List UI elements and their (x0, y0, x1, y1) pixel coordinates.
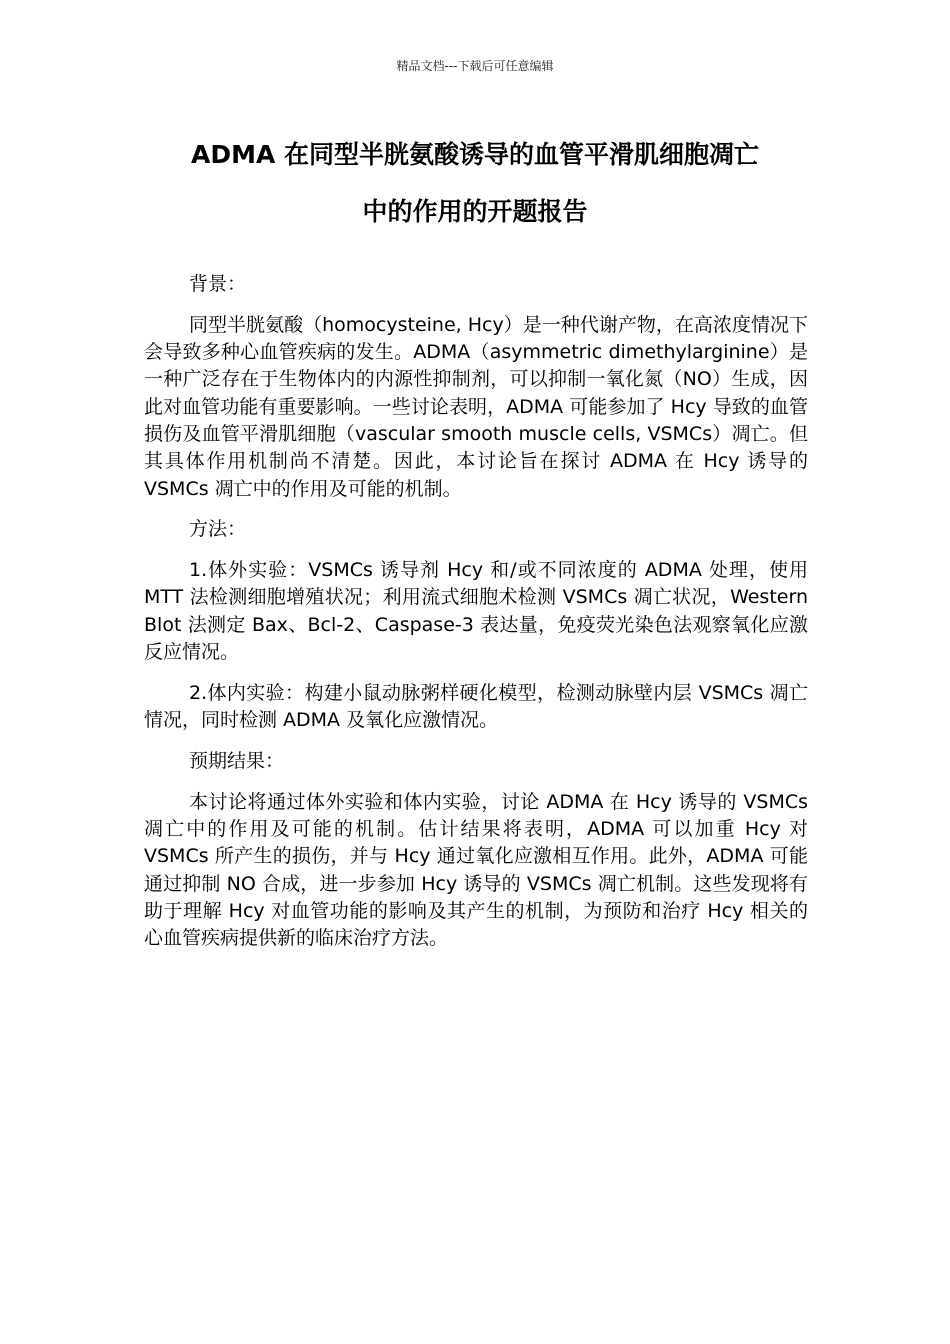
title-line-2: 中的作用的开题报告 (362, 197, 588, 226)
background-paragraph: 同型半胱氨酸（homocysteine, Hcy）是一种代谢产物，在高浓度情况下会导致多种心血管疾病的发生。ADMA（asymmetric dimethylarginine）是一种广泛存在于生物体内的内源性抑制剂，可以抑制一氧化氮（NO）生成，因此对血管功能有重要影响。一些讨论表明，ADMA 可能参加了 Hcy 导致的血管损伤及血管平滑肌细胞（vascular smooth muscle cells, VSMCs）凋亡。但其具体作用机制尚不清楚。因此，本讨论旨在探讨 ADMA 在 Hcy 诱导的 VSMCs 凋亡中的作用及可能的机制。 (144, 313, 808, 500)
background-heading: 背景： (189, 273, 247, 295)
method-1-paragraph: 1.体外实验：VSMCs 诱导剂 Hcy 和/或不同浓度的 ADMA 处理，使用 MTT 法检测细胞增殖状况；利用流式细胞术检测 VSMCs 凋亡状况，Western Blot 法测定 Bax、Bcl-2、Caspase-3 表达量，免疫荧光染色法观察氧化应激反应情况。 (144, 559, 808, 664)
document-body (144, 271, 808, 966)
method-2-paragraph: 2.体内实验：构建小鼠动脉粥样硬化模型，检测动脉壁内层 VSMCs 凋亡情况，同时检测 ADMA 及氧化应激情况。 (144, 681, 808, 732)
results-heading: 预期结果： (189, 749, 285, 772)
results-paragraph: 本讨论将通过体外实验和体内实验，讨论 ADMA 在 Hcy 诱导的 VSMCs 凋亡中的作用及可能的机制。估计结果将表明，ADMA 可以加重 Hcy 对 VSMCs 所产生的损伤，并与 Hcy 通过氧化应激相互作用。此外，ADMA 可能通过抑制 NO 合成，进一步参加 Hcy 诱导的 VSMCs 凋亡机制。这些发现将有助于理解 Hcy 对血管功能的影响及其产生的机制，为预防和治疗 Hcy 相关的心血管疾病提供新的临床治疗方法。 (144, 790, 808, 950)
methods-heading: 方法： (189, 518, 247, 541)
title-line-1: ADMA 在同型半胱氨酸诱导的血管平滑肌细胞凋亡 (190, 140, 760, 169)
header-note: 精品文档---下载后可任意编辑 (396, 59, 554, 73)
